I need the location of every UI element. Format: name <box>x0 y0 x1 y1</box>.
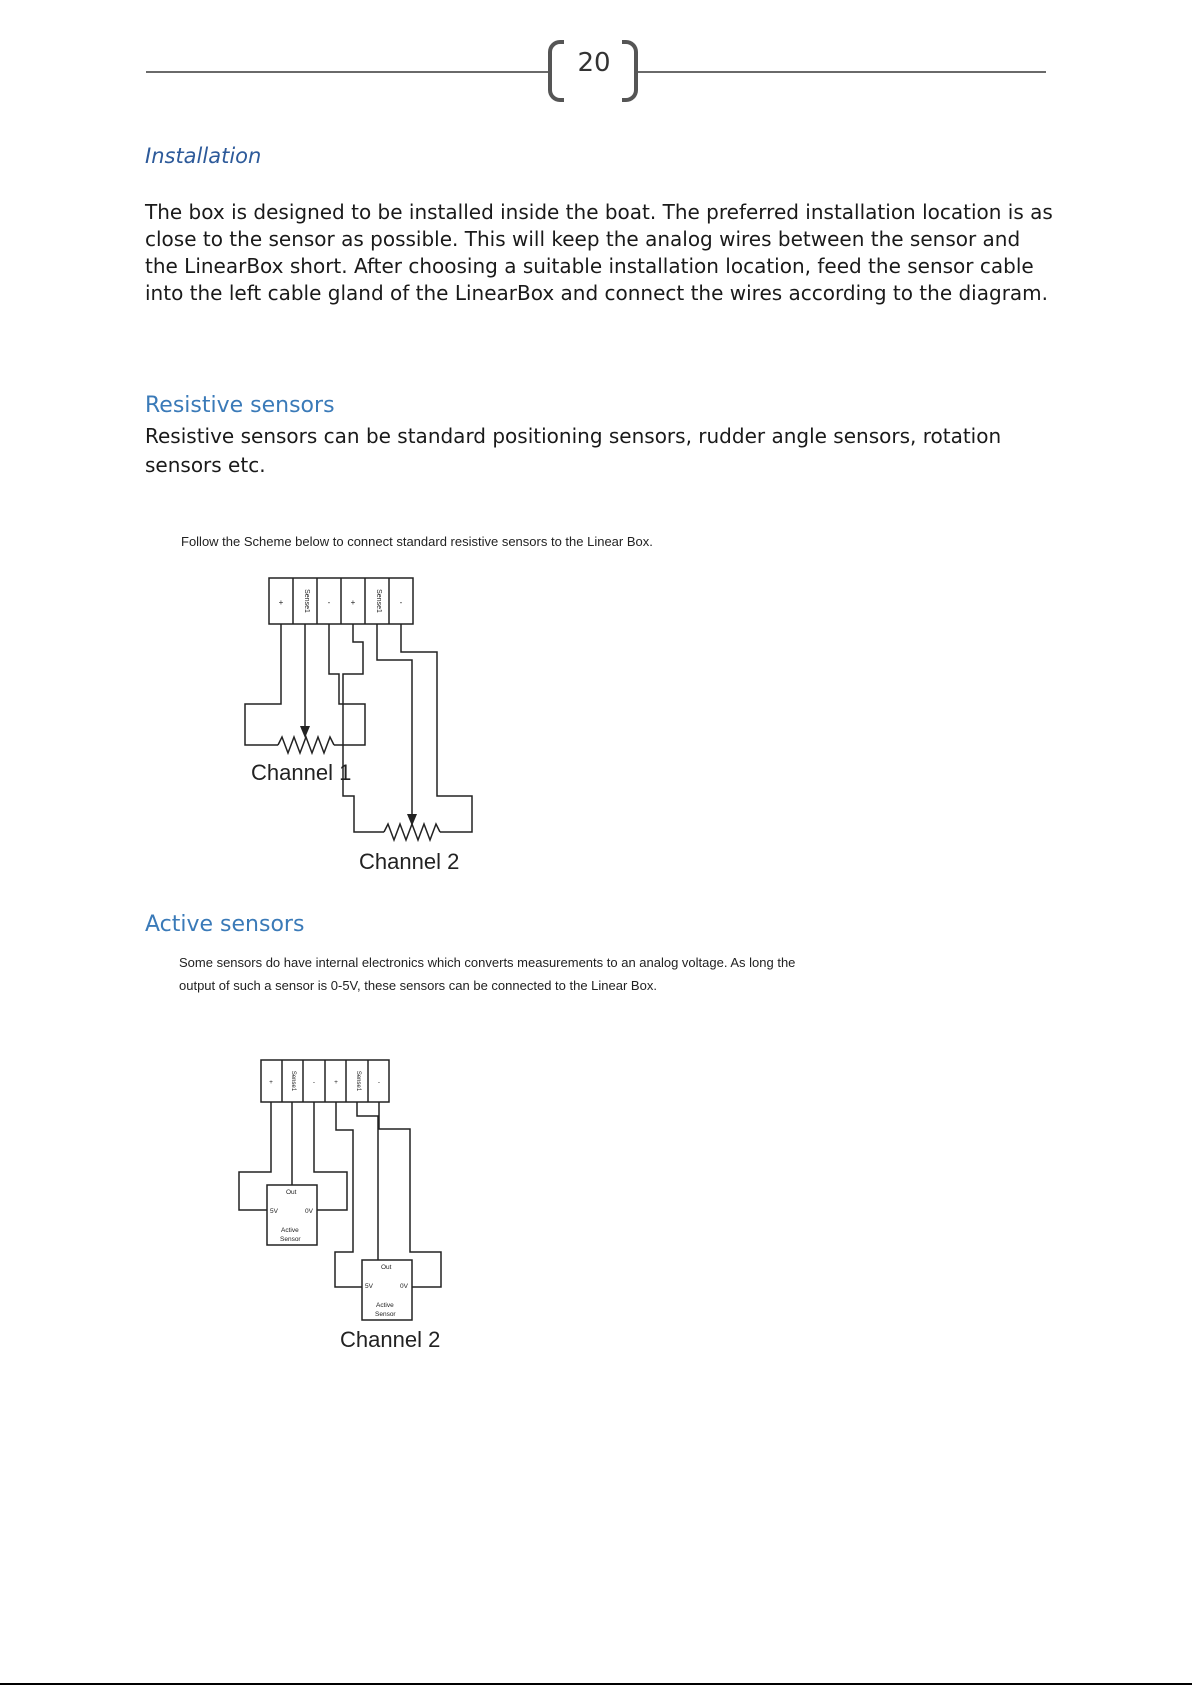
installation-paragraph: The box is designed to be installed inside the boat. The preferred installation location is as close to the sensor as possible. This will keep the analog wires between the sensor and the LinearBox short. After choosing a suitable installation location, feed the sensor cable into the left cable gland of the LinearBox and connect the wires according to the diagram. <box>145 200 1053 305</box>
terminal-label: - <box>399 598 403 607</box>
sensor-0v-label: 0V <box>305 1208 313 1215</box>
active-sensors-paragraph-line2: output of such a sensor is 0-5V, these sensors can be connected to the Linear Box. <box>179 978 657 993</box>
active-sensors-title: Active sensors <box>145 912 305 937</box>
sensor-5v-label: 5V <box>365 1283 373 1290</box>
sensor-name-label: Active <box>376 1302 394 1309</box>
terminal-label: Sense1 <box>303 589 310 613</box>
sensor-out-label: Out <box>381 1264 392 1271</box>
active-sensors-paragraph-line1: Some sensors do have internal electronics which converts measurements to an analog voltage. As long the <box>179 955 796 970</box>
sensor-5v-label: 5V <box>270 1208 278 1215</box>
sensor-name-label: Sensor <box>375 1311 396 1318</box>
resistive-instruction: Follow the Scheme below to connect standard resistive sensors to the Linear Box. <box>181 534 653 549</box>
terminal-label: + <box>334 1079 338 1086</box>
channel-2-label: Channel 2 <box>340 1327 441 1352</box>
terminal-label: Sense1 <box>375 589 382 613</box>
page-number: 20 <box>577 48 611 78</box>
wiper-arrow-1 <box>300 726 310 738</box>
resistive-wiring-diagram <box>230 570 490 880</box>
channel-1-label: Channel 1 <box>251 760 352 785</box>
sensor-name-label: Sensor <box>280 1236 301 1243</box>
header-rule-left <box>146 71 550 73</box>
terminal-label: - <box>377 1079 381 1086</box>
terminal-label: Sense1 <box>355 1070 361 1092</box>
page-bracket-left <box>548 40 564 102</box>
wiper-arrow-2 <box>407 814 417 826</box>
terminal-label: + <box>350 598 356 607</box>
sensor-out-label: Out <box>286 1189 297 1196</box>
channel-2-label: Channel 2 <box>359 849 460 874</box>
terminal-label: + <box>278 598 284 607</box>
terminal-label: Sense1 <box>290 1070 296 1092</box>
active-wiring-diagram <box>230 1050 460 1360</box>
terminal-label: + <box>269 1079 273 1086</box>
installation-title: Installation <box>145 144 262 168</box>
terminal-label: - <box>312 1079 316 1086</box>
resistive-sensors-title: Resistive sensors <box>145 393 335 418</box>
sensor-0v-label: 0V <box>400 1283 408 1290</box>
sensor-name-label: Active <box>281 1227 299 1234</box>
resistive-sensors-paragraph: Resistive sensors can be standard positioning sensors, rudder angle sensors, rotation sensors etc. <box>145 424 1002 477</box>
terminal-label: - <box>327 598 331 607</box>
page-bracket-right <box>622 40 638 102</box>
header-rule-right <box>636 71 1046 73</box>
